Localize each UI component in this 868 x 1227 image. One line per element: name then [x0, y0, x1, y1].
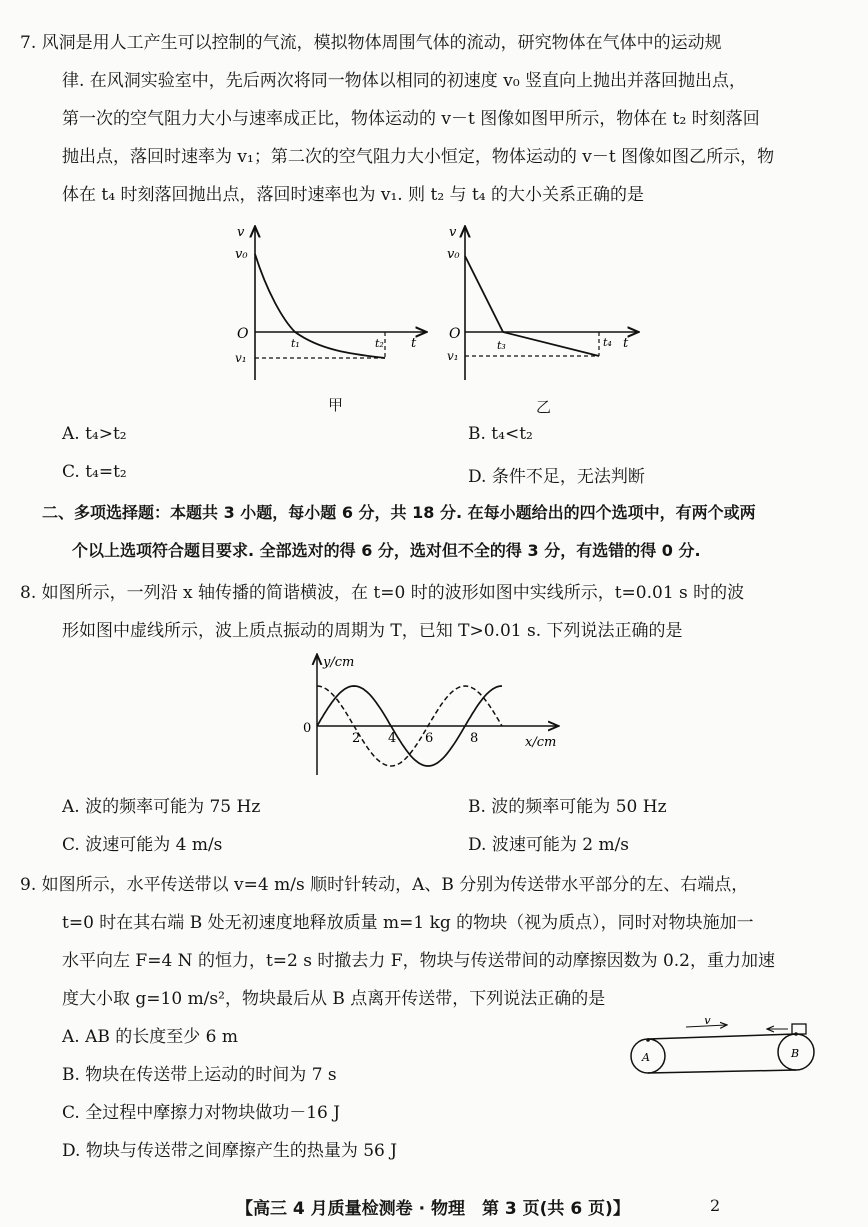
- graph-yi-v1: v₁: [447, 349, 459, 363]
- page-footer: 【高三 4 月质量检测卷 · 物理 第 3 页(共 6 页)】: [236, 1199, 630, 1219]
- q8-option-d: D. 波速可能为 2 m/s: [468, 835, 630, 855]
- graph-jia-v0: v₀: [235, 247, 248, 262]
- block: [792, 1024, 806, 1034]
- conveyor-belt-diagram: [622, 1018, 822, 1083]
- q9-line-4: 度大小取 g=10 m/s²，物块最后从 B 点离开传送带，下列说法正确的是: [62, 989, 606, 1009]
- wave-origin: 0: [303, 721, 312, 736]
- graph-yi-v0: v₀: [447, 247, 460, 262]
- q9-line-3: 水平向左 F=4 N 的恒力，t=2 s 时撤去力 F，物块与传送带间的动摩擦因数为 0.2，重力加速: [62, 951, 776, 971]
- wave-ylabel: y/cm: [323, 655, 355, 670]
- q8-option-a: A. 波的频率可能为 75 Hz: [62, 797, 261, 817]
- wave-tick-6: 6: [425, 731, 434, 746]
- q8-option-b: B. 波的频率可能为 50 Hz: [468, 797, 667, 817]
- graph-yi-origin: O: [449, 326, 461, 342]
- page-number: 2: [710, 1196, 721, 1215]
- q8-line-1: 8. 如图所示，一列沿 x 轴传播的简谐横波，在 t=0 时的波形如图中实线所示，t=0.01 s 时的波: [20, 583, 745, 603]
- belt-label-b: B: [791, 1047, 800, 1060]
- graph-yi-t3: t₃: [497, 339, 506, 352]
- belt-label-a: A: [642, 1051, 650, 1064]
- graph-yi-t4: t₄: [603, 336, 612, 349]
- wave-tick-4: 4: [388, 731, 397, 746]
- wave-tick-8: 8: [470, 731, 479, 746]
- graph-jia-t2: t₂: [375, 337, 384, 350]
- wave-tick-2: 2: [352, 731, 361, 746]
- graph-jia-v: v: [237, 225, 245, 240]
- graph-yi: [445, 220, 650, 420]
- q8-option-c: C. 波速可能为 4 m/s: [62, 835, 223, 855]
- q9-line-1: 9. 如图所示，水平传送带以 v=4 m/s 顺时针转动，A、B 分别为传送带水平部分的左、右端点，: [20, 875, 749, 895]
- graph-yi-t: t: [623, 336, 629, 351]
- wave-graph: [295, 650, 570, 780]
- q9-line-2: t=0 时在其右端 B 处无初速度地释放质量 m=1 kg 的物块（视为质点），同时对物块施加一: [62, 913, 754, 933]
- graph-yi-v: v: [449, 225, 457, 240]
- section-2-line-1: 二、多项选择题：本题共 3 小题，每小题 6 分，共 18 分. 在每小题给出的四个选项中，有两个或两: [42, 503, 756, 522]
- q7-line-1: 7. 风洞是用人工产生可以控制的气流，模拟物体周围气体的流动，研究物体在气体中的运动规: [20, 33, 722, 53]
- graph-jia-origin: O: [237, 326, 249, 342]
- section-2-line-2: 个以上选项符合题目要求. 全部选对的得 6 分，选对但不全的得 3 分，有选错的得 0 分.: [72, 541, 701, 560]
- q9-option-a: A. AB 的长度至少 6 m: [62, 1027, 239, 1047]
- q9-option-b: B. 物块在传送带上运动的时间为 7 s: [62, 1065, 337, 1085]
- q8-line-2: 形如图中虚线所示，波上质点振动的周期为 T，已知 T>0.01 s. 下列说法正确的是: [62, 621, 683, 641]
- q7-line-5: 体在 t₄ 时刻落回抛出点，落回时速率也为 v₁. 则 t₂ 与 t₄ 的大小关系正确的是: [62, 185, 644, 205]
- graph-jia-t: t: [411, 336, 417, 351]
- q9-option-d: D. 物块与传送带之间摩擦产生的热量为 56 J: [62, 1141, 398, 1161]
- q9-option-c: C. 全过程中摩擦力对物块做功－16 J: [62, 1103, 341, 1123]
- q7-line-4: 抛出点，落回时速率为 v₁；第二次的空气阻力大小恒定，物体运动的 v－t 图像如图乙所示，物: [62, 147, 775, 167]
- wave-xlabel: x/cm: [525, 735, 557, 750]
- q7-option-c: C. t₄=t₂: [62, 462, 127, 482]
- q7-line-2: 律. 在风洞实验室中，先后两次将同一物体以相同的初速度 v₀ 竖直向上抛出并落回抛出点，: [62, 71, 747, 91]
- graph-jia-caption: 甲: [328, 396, 344, 414]
- belt-speed-label: v: [704, 1018, 711, 1027]
- graph-jia: [225, 220, 430, 420]
- graph-jia-t1: t₁: [291, 337, 300, 350]
- q7-option-a: A. t₄>t₂: [62, 424, 127, 444]
- q7-option-b: B. t₄<t₂: [468, 424, 533, 444]
- graph-jia-v1: v₁: [235, 351, 247, 365]
- graph-yi-caption: 乙: [536, 398, 552, 416]
- q7-line-3: 第一次的空气阻力大小与速率成正比，物体运动的 v－t 图像如图甲所示，物体在 t₂ 时刻落回: [62, 109, 760, 129]
- q7-option-d: D. 条件不足，无法判断: [468, 467, 645, 487]
